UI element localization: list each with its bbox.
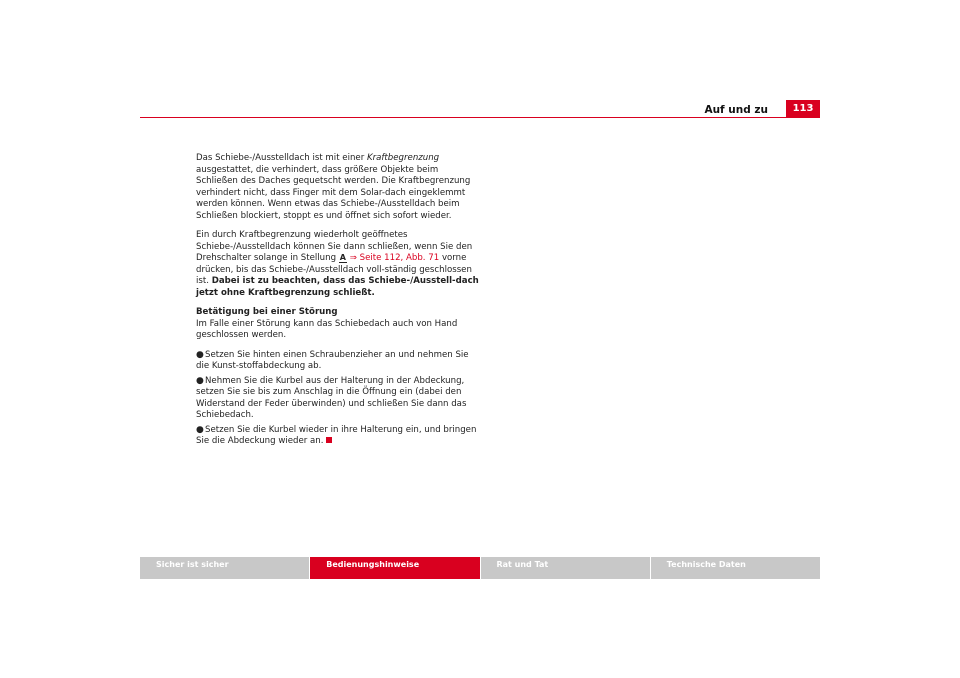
paragraph-manual-close: Im Falle einer Störung kann das Schiebedach auch von Hand geschlossen werden. <box>196 318 458 340</box>
footer-navigation <box>140 557 820 579</box>
end-of-section-square-icon <box>326 437 332 443</box>
bullet-icon: ● <box>196 375 204 386</box>
tab-sicher-ist-sicher[interactable]: Sicher ist sicher <box>140 557 309 579</box>
bullet-icon: ● <box>196 349 204 360</box>
main-content <box>196 153 481 451</box>
list-item: ●Setzen Sie hinten einen Schraubenzieher an und nehmen Sie die Kunst-stoffabdeckung ab. <box>196 349 469 371</box>
tab-rat-und-tat[interactable]: Rat und Tat <box>481 557 650 579</box>
header-rule <box>140 117 820 118</box>
page-reference-link[interactable]: ⇒ Seite 112, Abb. 71 <box>346 253 440 263</box>
list-item: ●Nehmen Sie die Kurbel aus der Halterung in der Abdeckung, setzen Sie sie bis zum Anschlag in die Öffnung ein (dabei den Widerstand der Feder überwinden) und schließen Sie dann das Schiebedach. <box>196 375 467 420</box>
paragraph-force-limitation: Das Schiebe-/Ausstelldach ist mit einer Kraftbegrenzung ausgestattet, die verhindert, dass größere Objekte beim Schließen des Daches gequetscht werden. Die Kraftbegrenzung verhindert nicht, dass Finger mit dem Solar-dach eingeklemmt werden können. Wenn etwas das Schiebe-/Ausstelldach beim Schließen blockiert, stoppt es und öffnet sich sofort wieder. <box>196 153 471 221</box>
position-key-a: A <box>339 253 346 262</box>
warning-text: Dabei ist zu beachten, dass das Schiebe-/Ausstell-dach jetzt ohne Kraftbegrenzung schließt. <box>196 276 479 298</box>
subheading-malfunction: Betätigung bei einer Störung <box>196 307 338 317</box>
term-kraftbegrenzung: Kraftbegrenzung <box>366 153 440 163</box>
section-title: Auf und zu <box>704 104 768 116</box>
page-number: 113 <box>786 100 820 118</box>
tab-bedienungshinweise[interactable]: Bedienungshinweise <box>310 557 479 579</box>
bullet-icon: ● <box>196 424 204 435</box>
paragraph-close-procedure: Ein durch Kraftbegrenzung wiederholt geöffnetes Schiebe-/Ausstelldach können Sie dann schließen, wenn Sie den Drehschalter solange in Stellung A ⇒ Seite 112, Abb. 71 vorne drücken, bis das Schiebe-/Ausstelldach voll-ständig geschlossen ist. Dabei ist zu beachten, dass das Schiebe-/Ausstell-dach jetzt ohne Kraftbegrenzung schließt. <box>196 230 479 298</box>
tab-technische-daten[interactable]: Technische Daten <box>651 557 820 579</box>
list-item: ●Setzen Sie die Kurbel wieder in ihre Halterung ein, und bringen Sie die Abdeckung wieder an. <box>196 424 477 446</box>
